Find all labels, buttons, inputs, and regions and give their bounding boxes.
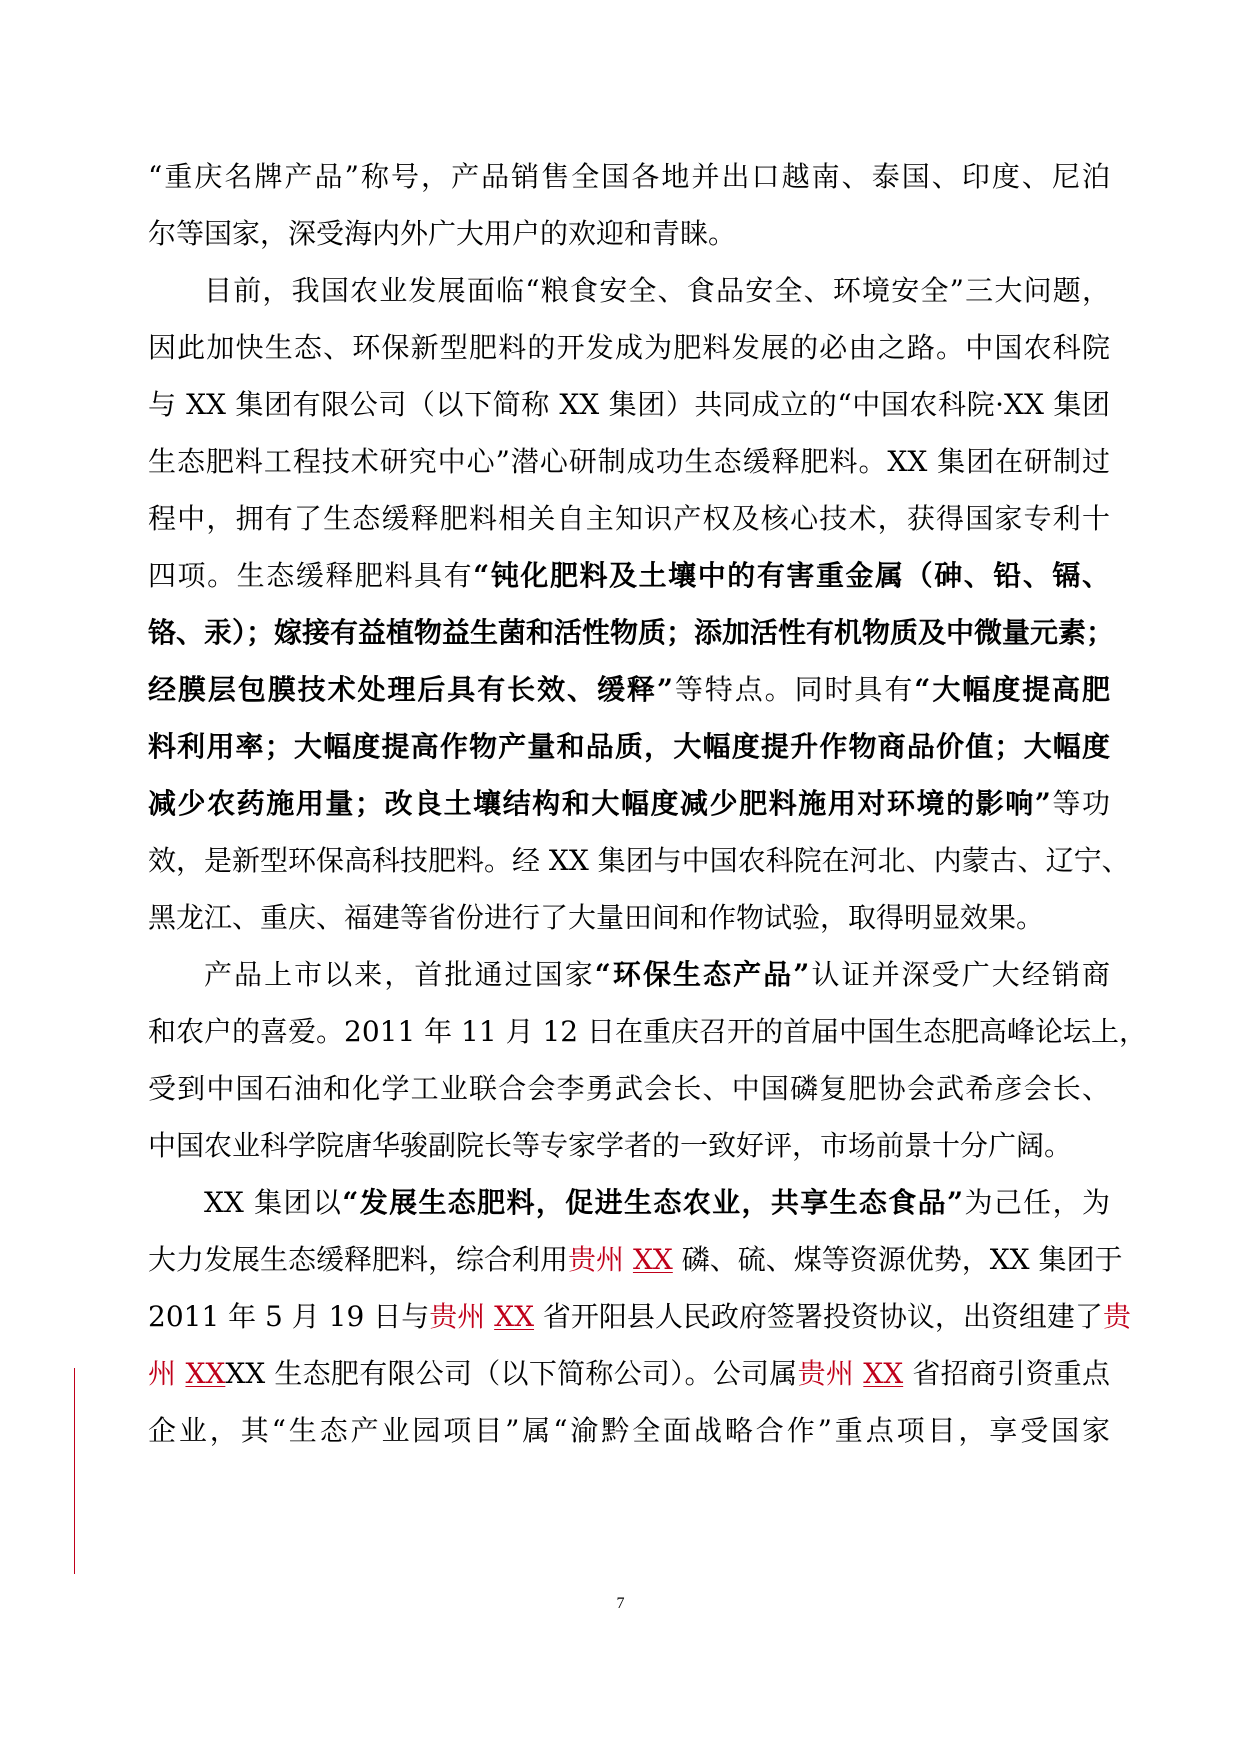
text-line (204, 271, 1110, 311)
inserted-text: 贵 (1102, 1300, 1131, 1333)
text-run: 与 XX 集团有限公司（以下简称 XX 集团）共同成立的“中国农科院·XX 集团 (148, 388, 1110, 421)
text-line (148, 670, 1110, 710)
text-run: 省招商引资重点 (912, 1357, 1110, 1390)
text-run: 中国农业科学院唐华骏副院长等专家学者的一致好评，市场前景十分广阔。 (148, 1129, 1073, 1162)
bold-text: 减少农药施用量；改良土壤结构和大幅度减少肥料施用对环境的影响” (148, 787, 1051, 820)
bold-text: “大幅度提高肥 (914, 673, 1110, 706)
text-run: 程中，拥有了生态缓释肥料相关自主知识产权及核心技术，获得国家专利十 (148, 502, 1110, 535)
text-line (148, 727, 1110, 767)
text-line (148, 556, 1110, 596)
text-run: 产品上市以来，首批通过国家 (204, 958, 595, 991)
inserted-text: 贵州 (797, 1357, 855, 1390)
text-line (148, 898, 1110, 938)
text-line (148, 328, 1110, 368)
inserted-text: XX (632, 1243, 673, 1276)
text-line (148, 1297, 1131, 1337)
text-line (204, 955, 1110, 995)
text-line (204, 1183, 1110, 1223)
text-line (148, 613, 1115, 653)
text-run: 受到中国石油和化学工业联合会李勇武会长、中国磷复肥协会武希彦会长、 (148, 1072, 1110, 1105)
text-run: ，是新型环保高科技肥料。经 XX 集团与中国农科院在河北、内蒙古、辽宁、 (176, 844, 1130, 877)
bold-text: “发展生态肥料，促进生态农业，共享生态食品” (342, 1186, 964, 1219)
text-line (148, 1354, 1110, 1394)
text-run: “重庆名牌产品”称号，产品销售全国各地并出口越南、泰国、印度、尼泊 (148, 160, 1110, 193)
text-line (148, 841, 1130, 881)
inserted-text: 州 (148, 1357, 177, 1390)
text-line (148, 214, 1110, 254)
text-run: 四项。生态缓释肥料具有 (148, 559, 474, 592)
text-line (148, 784, 1110, 824)
inserted-text: XX (863, 1357, 904, 1390)
text-run: 等功 (1050, 787, 1110, 820)
track-changes-bar (74, 1368, 75, 1574)
bold-text: 经膜层包膜技术处理后具有长效、缓释” (148, 673, 673, 706)
text-run: XX 集团以 (204, 1186, 343, 1219)
text-run: 效 (148, 844, 177, 877)
text-line (148, 499, 1110, 539)
text-run: 和农户的喜爱。2011 年 11 月 12 日在重庆召开的首届中国生态肥高峰论坛上， (148, 1015, 1148, 1048)
text-run: 为己任，为 (963, 1186, 1110, 1219)
bold-text: 料利用率；大幅度提高作物产量和品质，大幅度提升作物商品价值；大幅度 (148, 730, 1110, 763)
text-run: 目前，我国农业发展面临“粮食安全、食品安全、环境安全”三大问题， (204, 274, 1110, 307)
text-run: 尔等国家，深受海内外广大用户的欢迎和青睐。 (148, 217, 737, 250)
inserted-text: XX (185, 1357, 226, 1390)
text-line (148, 1411, 1110, 1451)
text-run: 省开阳县人民政府签署投资协议，出资组建了 (542, 1300, 1103, 1333)
text-line (148, 1069, 1110, 1109)
text-line (148, 1012, 1148, 1052)
text-run: 企业，其“生态产业园项目”属“渝黔全面战略合作”重点项目，享受国家 (148, 1414, 1110, 1447)
inserted-text: XX (494, 1300, 535, 1333)
page-number: 7 (616, 1595, 625, 1612)
text-line (148, 1126, 1110, 1166)
text-run: XX 生态肥有限公司（以下简称公司）。公司属 (225, 1357, 798, 1390)
bold-text: “钝化肥料及土壤中的有害重金属（砷、铅、镉、 (473, 559, 1110, 592)
text-line (148, 157, 1110, 197)
bold-text: 铬、汞）；嫁接有益植物益生菌和活性物质；添加活性有机物质及中微量元素； (148, 616, 1115, 649)
text-run: 磷、硫、煤等资源优势，XX 集团于 (681, 1243, 1123, 1276)
bold-text: “环保生态产品” (594, 958, 810, 991)
inserted-text: 贵州 (568, 1243, 625, 1276)
text-run: 大力发展生态缓释肥料，综合利用 (148, 1243, 569, 1276)
text-run: 黑龙江、重庆、福建等省份进行了大量田间和作物试验，取得明显效果。 (148, 901, 1045, 934)
text-line (148, 442, 1110, 482)
text-run: 等特点。同时具有 (672, 673, 915, 706)
text-run: 因此加快生态、环保新型肥料的开发成为肥料发展的必由之路。中国农科院 (148, 331, 1110, 364)
text-run: 2011 年 5 月 19 日与 (148, 1300, 430, 1333)
inserted-text: 贵州 (429, 1300, 486, 1333)
text-line (148, 385, 1110, 425)
text-run: 生态肥料工程技术研究中心”潜心研制成功生态缓释肥料。XX 集团在研制过 (148, 445, 1110, 478)
text-run: 认证并深受广大经销商 (809, 958, 1110, 991)
text-line (148, 1240, 1123, 1280)
